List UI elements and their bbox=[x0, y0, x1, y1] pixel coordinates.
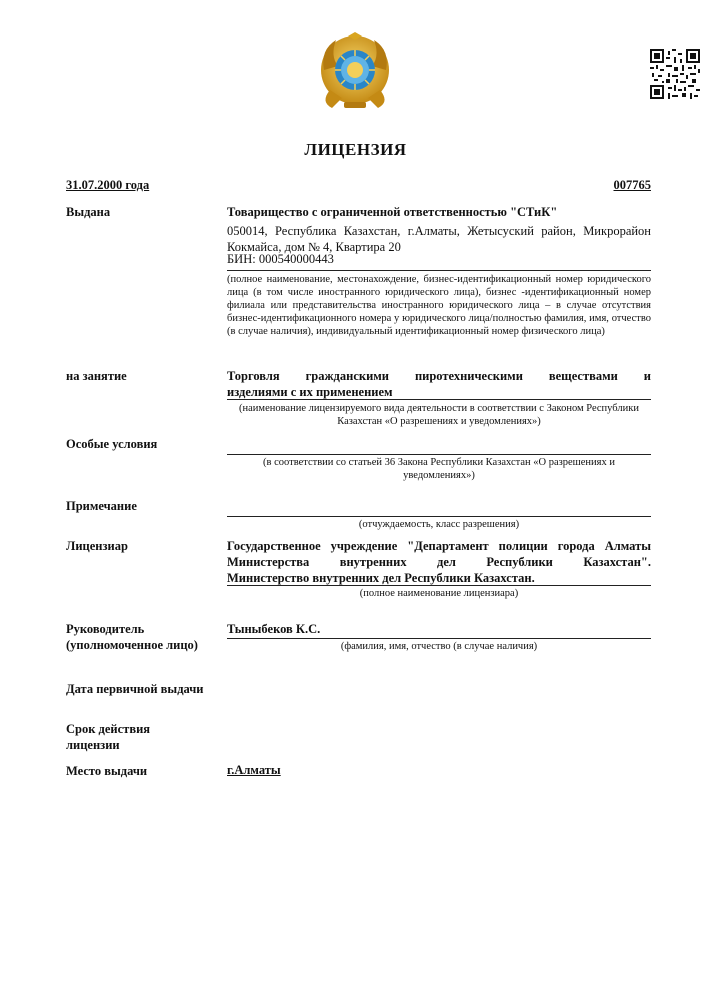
head-note: (фамилия, имя, отчество (в случае наличия) bbox=[340, 641, 538, 652]
licensor-line-1: Государственное учреждение "Департамент полиции города Алматы bbox=[227, 539, 651, 553]
issue-date: 31.07.2000 года bbox=[66, 178, 150, 192]
licensee-address: 050014, Республика Казахстан, г.Алматы, Жетысуский район, Микрорайон Кокмайса, дом № 4, Квартира 20 bbox=[227, 224, 651, 254]
licensor-label: Лицензиар bbox=[66, 539, 128, 553]
special-divider bbox=[227, 454, 651, 455]
activity-label: на занятие bbox=[66, 369, 127, 383]
activity-line-1: Торговля гражданскими пиротехническими веществами и bbox=[227, 369, 651, 383]
special-note: (в соответствии со статьей 36 Закона Республики Казахстан «О разрешениях и уведомлениях») bbox=[263, 457, 615, 481]
license-number: 007765 bbox=[613, 178, 651, 192]
issued-divider bbox=[227, 270, 651, 271]
head-name: Тыныбеков К.С. bbox=[227, 622, 321, 636]
validity-label: Срок действия bbox=[66, 722, 151, 736]
qr-code-icon bbox=[650, 49, 700, 99]
place-label: Место выдачи bbox=[66, 764, 148, 778]
validity-sublabel: лицензии bbox=[66, 738, 120, 752]
head-divider bbox=[227, 638, 651, 639]
activity-line-2: изделиями с их применением bbox=[227, 385, 393, 399]
remark-divider bbox=[227, 516, 651, 517]
licensor-line-3: Министерство внутренних дел Республики Казахстан. bbox=[227, 571, 535, 585]
issued-label: Выдана bbox=[66, 205, 111, 219]
special-conditions-label: Особые условия bbox=[66, 437, 158, 451]
document-title: ЛИЦЕНЗИЯ bbox=[304, 140, 407, 159]
remark-note: (отчуждаемость, класс разрешения) bbox=[358, 519, 520, 530]
activity-note: (наименование лицензируемого вида деятельности в соответствии с Законом Республики Казахстан «О разрешениях и уведомлениях») bbox=[239, 403, 639, 427]
activity-divider bbox=[227, 399, 651, 400]
place-value: г.Алматы bbox=[227, 763, 281, 777]
issued-note: (полное наименование, местонахождение, бизнес-идентификационный номер юридического лица (в том числе иностранного юридического лица), бизнес -идентификационный номер филиала или представительства иностранного юридического лица – в случае отсутствия бизнес-идентификационного номера у юридического лица/полностью фамилия, имя, отчество (в случае наличия), индивидуальный идентификационный номер физического лица) bbox=[227, 274, 651, 337]
first-issue-label: Дата первичной выдачи bbox=[66, 682, 204, 696]
remark-label: Примечание bbox=[66, 499, 137, 513]
licensor-note: (полное наименование лицензиара) bbox=[359, 588, 519, 599]
licensor-divider bbox=[227, 585, 651, 586]
head-label: Руководитель bbox=[66, 622, 145, 636]
licensee-name: Товарищество с ограниченной ответственностью "СТиК" bbox=[227, 205, 558, 219]
kazakhstan-emblem-icon bbox=[318, 32, 392, 112]
licensor-line-2: Министерства внутренних дел Республики Казахстан". bbox=[227, 555, 651, 569]
head-sublabel: (уполномоченное лицо) bbox=[66, 638, 198, 652]
licensee-bin: БИН: 000540000443 bbox=[227, 252, 334, 266]
